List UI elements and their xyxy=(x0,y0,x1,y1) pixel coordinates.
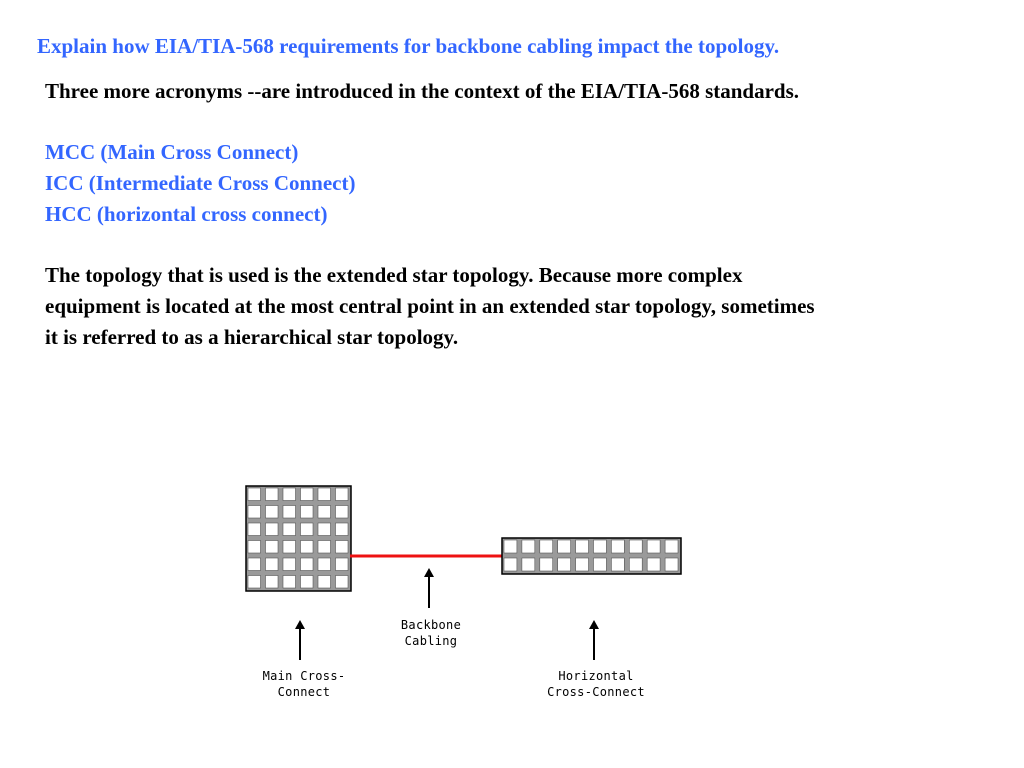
grid-cell xyxy=(266,523,279,536)
topology-paragraph xyxy=(45,260,1005,353)
grid-cell xyxy=(522,540,535,553)
grid-cell xyxy=(248,576,261,589)
hcc-label-line-2: Cross-Connect xyxy=(547,685,645,699)
mcc-label-line-2: Connect xyxy=(277,685,331,699)
grid-cell xyxy=(336,541,349,554)
grid-cell xyxy=(283,488,296,501)
backbone-arrow-icon xyxy=(424,568,434,608)
grid-cell xyxy=(336,506,349,519)
hcc-label-line-1: Horizontal xyxy=(558,669,634,683)
grid-cell xyxy=(504,558,517,571)
cross-connect-diagram xyxy=(230,470,710,710)
grid-cell xyxy=(336,576,349,589)
intro-text: Three more acronyms --are introduced in the context of the EIA/TIA-568 standards. xyxy=(45,79,800,103)
grid-cell xyxy=(318,576,331,589)
grid-cell xyxy=(248,488,261,501)
grid-cell xyxy=(301,558,314,571)
paragraph-line-2: equipment is located at the most central point in an extended star topology, sometimes xyxy=(45,294,815,318)
grid-cell xyxy=(248,523,261,536)
grid-cell xyxy=(629,558,642,571)
grid-cell xyxy=(336,523,349,536)
paragraph-line-3: it is referred to as a hierarchical star topology. xyxy=(45,325,459,349)
grid-cell xyxy=(266,558,279,571)
grid-cell xyxy=(665,540,678,553)
backbone-label-line-1: Backbone xyxy=(400,618,462,632)
grid-cell xyxy=(540,540,553,553)
main-cross-connect-grid xyxy=(246,486,351,591)
grid-cell xyxy=(611,558,624,571)
grid-cell xyxy=(336,488,349,501)
acronym-icc: ICC (Intermediate Cross Connect) xyxy=(45,171,356,195)
grid-cell xyxy=(665,558,678,571)
grid-cell xyxy=(318,558,331,571)
horizontal-cross-connect-grid xyxy=(502,538,681,574)
grid-cell xyxy=(266,541,279,554)
grid-cell xyxy=(576,558,589,571)
grid-cell xyxy=(283,558,296,571)
backbone-label-line-2: Cabling xyxy=(404,634,458,648)
grid-cell xyxy=(647,558,660,571)
grid-cell xyxy=(611,540,624,553)
grid-cell xyxy=(594,540,607,553)
grid-cell xyxy=(336,558,349,571)
mcc-label-line-1: Main Cross- xyxy=(262,669,346,683)
acronym-list xyxy=(45,137,1005,230)
grid-cell xyxy=(283,506,296,519)
horizontal-cross-connect-arrow-icon xyxy=(589,620,599,660)
grid-cell xyxy=(266,506,279,519)
grid-cell xyxy=(647,540,660,553)
grid-cell xyxy=(301,488,314,501)
grid-cell xyxy=(248,558,261,571)
acronym-mcc: MCC (Main Cross Connect) xyxy=(45,140,299,164)
grid-cell xyxy=(266,488,279,501)
grid-cell xyxy=(629,540,642,553)
slide-title: Explain how EIA/TIA-568 requirements for backbone cabling impact the topology. xyxy=(37,34,780,58)
grid-cell xyxy=(301,506,314,519)
acronym-hcc: HCC (horizontal cross connect) xyxy=(45,202,328,226)
grid-cell xyxy=(522,558,535,571)
grid-cell xyxy=(301,541,314,554)
grid-cell xyxy=(594,558,607,571)
grid-cell xyxy=(248,541,261,554)
grid-cell xyxy=(283,576,296,589)
grid-cell xyxy=(558,558,571,571)
grid-cell xyxy=(318,506,331,519)
grid-cell xyxy=(318,541,331,554)
grid-cell xyxy=(318,523,331,536)
grid-cell xyxy=(248,506,261,519)
grid-cell xyxy=(318,488,331,501)
grid-cell xyxy=(283,541,296,554)
paragraph-line-1: The topology that is used is the extended star topology. Because more complex xyxy=(45,263,743,287)
grid-cell xyxy=(504,540,517,553)
grid-cell xyxy=(558,540,571,553)
main-cross-connect-arrow-icon xyxy=(295,620,305,660)
grid-cell xyxy=(266,576,279,589)
grid-cell xyxy=(283,523,296,536)
grid-cell xyxy=(576,540,589,553)
grid-cell xyxy=(301,523,314,536)
grid-cell xyxy=(301,576,314,589)
grid-cell xyxy=(540,558,553,571)
